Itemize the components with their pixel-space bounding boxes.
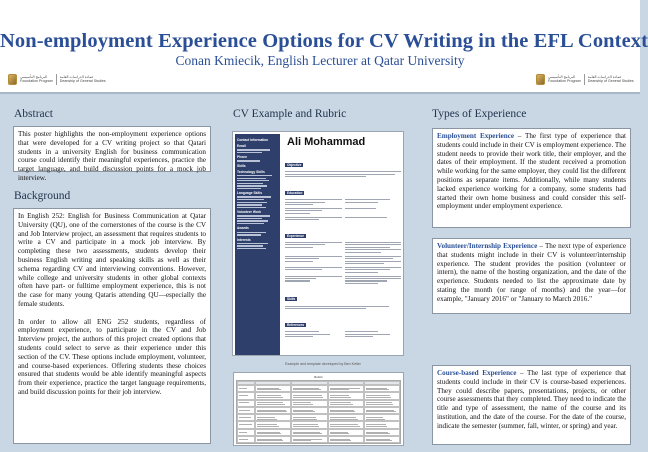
abstract-box — [13, 126, 211, 182]
cv-example-image — [232, 131, 404, 356]
rubric-cell — [237, 407, 255, 414]
rubric-image: Rubric — [233, 372, 404, 446]
foundation-logo-icon — [536, 74, 545, 85]
rubric-cell — [291, 436, 327, 443]
rubric-cell — [291, 421, 327, 428]
rubric-cell — [328, 414, 364, 421]
rubric-cell — [255, 414, 291, 421]
rubric-cell — [328, 421, 364, 428]
employment-box — [432, 128, 631, 228]
rubric-cell — [255, 385, 291, 392]
volunteer-lead: Volunteer/Internship Experience — [437, 242, 538, 250]
volunteer-text: – The next type of experience that students might include in their CV is volunteer/internship experience. The student provides the position (volunteer or intern), the name of the hosting organization, and the date of the experience. Students needed to list the approximate date by stating the month (or range of months) and the year—for example, "January 2016" or "January to March 2016." — [437, 242, 626, 303]
rubric-cell — [255, 421, 291, 428]
rubric-cell — [328, 407, 364, 414]
rubric-cell — [328, 436, 364, 443]
rubric-cell — [291, 429, 327, 436]
background-paragraph-1: In English 252: English for Business Communication at Qatar University (QU), one of the cornerstones of the course is the CV and Job Interview project, an assessment that requires students to write a CV and participate in a mock job interview. By completing these two assessments, students develop their business English writing and speaking skills as well as their schema regarding CV and interviewing conventions. However, while college and university students in other global contexts often have part- or fulltime employment experience, this is not the case for many young Qataris attending QU—especially the female students. — [18, 212, 206, 308]
rubric-cell — [291, 400, 327, 407]
rubric-cell — [255, 400, 291, 407]
abstract-text: This poster highlights the non-employment experience options that were developed for a CV writing project so that Qatari students in a university English for business communication course could identify their meaningful experiences, practice the target language, and build discussion points for a mock job interview. — [18, 130, 206, 182]
poster-header — [0, 0, 648, 92]
rubric-cell — [255, 429, 291, 436]
foundation-logo-icon — [8, 74, 17, 85]
rubric-cell — [255, 407, 291, 414]
background-heading: Background — [14, 190, 71, 202]
poster-title: Non-employment Experience Options for CV Writing in the EFL Context — [0, 30, 648, 52]
rubric-cell — [328, 429, 364, 436]
rubric-cell — [237, 436, 255, 443]
cv-name: Ali Mohammad — [287, 136, 366, 148]
rubric-cell — [237, 392, 255, 399]
cv-main-column: Objective Education Experience Skills References — [285, 151, 401, 338]
rubric-cell — [364, 407, 400, 414]
rubric-cell — [237, 385, 255, 392]
rubric-cell — [328, 400, 364, 407]
volunteer-box — [432, 238, 631, 314]
rubric-cell — [364, 436, 400, 443]
rubric-cell — [364, 385, 400, 392]
rubric-cell — [237, 429, 255, 436]
background-paragraph-2: In order to allow all ENG 252 students, regardless of employment experience, to participate in the CV and Job Interview project, the authors of this project created options that students could select to serve as their experience under this section of the CV. These options include employment, volunteer, and course-based experiences. Offering students these choices ensured that students would be able identify meaningful aspects from their experience, practice the target language requirements, and build discussion points for their job interview. — [18, 317, 206, 396]
rubric-cell — [237, 414, 255, 421]
rubric-cell — [291, 385, 327, 392]
abstract-heading: Abstract — [14, 108, 53, 120]
rubric-cell — [364, 421, 400, 428]
rubric-cell — [328, 385, 364, 392]
employment-lead: Employment Experience — [437, 132, 515, 140]
rubric-cell — [328, 392, 364, 399]
rubric-grid — [236, 380, 401, 444]
rubric-cell — [255, 392, 291, 399]
rubric-cell — [364, 429, 400, 436]
rubric-cell — [364, 400, 400, 407]
course-lead: Course-based Experience — [437, 369, 517, 377]
course-text: – The last type of experience that students could include in their CV is course-based experiences. They could describe papers, presentations, projects, or other course assessments that they completed. They need to indicate the title and type of assessment, the name of the course and its institution, and the date of the course. For the date of the course, indicate the semester (summer, fall, winter, or spring) and year. — [437, 369, 626, 430]
types-heading: Types of Experience — [432, 108, 527, 120]
rubric-cell — [255, 436, 291, 443]
rubric-cell — [291, 407, 327, 414]
background-box — [13, 208, 211, 444]
course-box — [432, 365, 631, 445]
employment-text: – The first type of experience that students could include in their CV is employment experience. The student needs to provide their work title, their employer, and the dates of their employment. If the student received a promotion while working for the same employer, they could list the different positions as separate items. Additionally, while many students lacked experience working for a company, some students had started their own home business and could consider this self-employment under employment experience. — [437, 132, 626, 211]
cv-sidebar: Contact Information Email Phone Skills Technology Skills Language Skills Volunteer Work Awards Interests — [235, 134, 280, 355]
header-divider — [0, 92, 640, 94]
poster-subtitle: Conan Kmiecik, English Lecturer at Qatar University — [175, 53, 465, 68]
logo-right: البرنامج التأسيسي Foundation Program عمادة الدراسات العامة Deanship of General Studies — [536, 72, 634, 86]
rubric-cell — [364, 414, 400, 421]
rubric-cell — [364, 392, 400, 399]
rubric-cell — [291, 414, 327, 421]
cv-caption: Example and template developed by Ben Keller — [285, 362, 361, 366]
logo-left: البرنامج التأسيسي Foundation Program عمادة الدراسات العامة Deanship of General Studies — [8, 72, 106, 86]
rubric-cell — [237, 421, 255, 428]
rubric-cell — [237, 400, 255, 407]
cv-section-heading: CV Example and Rubric — [233, 108, 347, 120]
rubric-cell — [291, 392, 327, 399]
